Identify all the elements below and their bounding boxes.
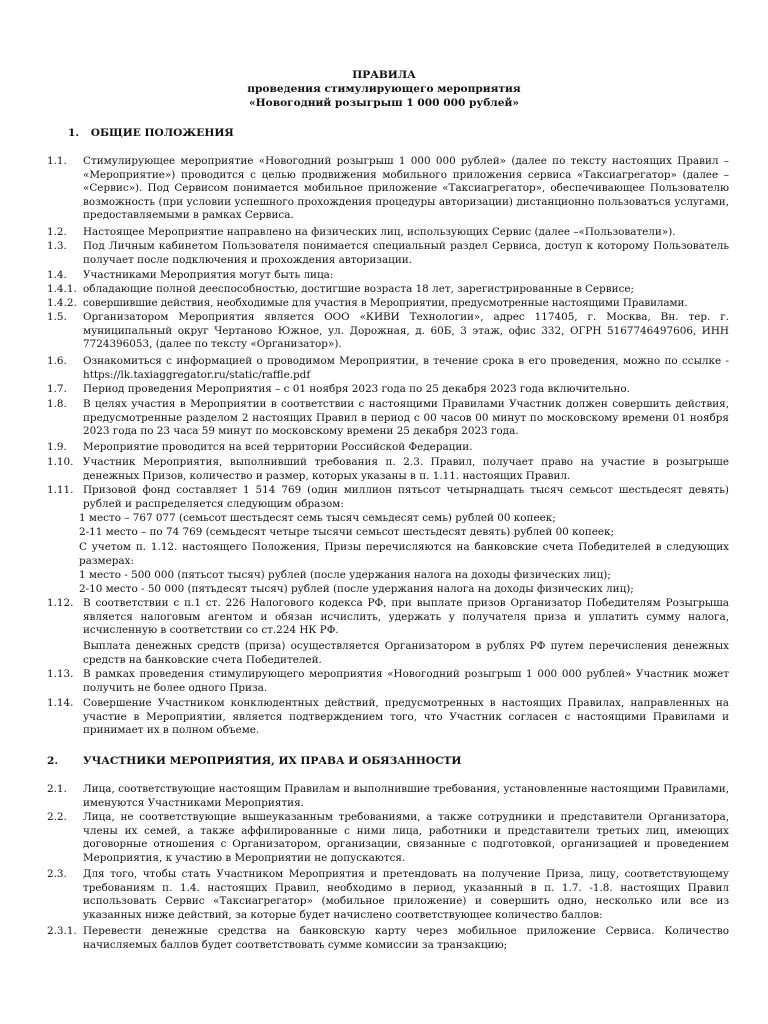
- clause-text: Стимулирующее мероприятие «Новогодний розыгрыш 1 000 000 рублей» (далее по тексту настоящих Правил – «Мероприятие») проводится с целью продвижения мобильного приложения сервиса «Таксиагрегатор» (далее – «Сервис»). Под Сервисом понимается мобильное приложение «Таксиагрегатор», обеспечивающее Пользователю возможность (при условии успешного прохождения процедуры авторизации) дистанционно пользоваться услугами, предоставляемыми в рамках Сервиса.: [83, 155, 729, 222]
- prize-first-place-net: 1 место - 500 000 (пятьсот тысяч) рублей (после удержания налога на доходы физических лиц);: [79, 569, 611, 581]
- prize-first-place: 1 место – 767 077 (семьсот шестьдесят семь тысяч семьдесят семь) рублей 00 копеек;: [79, 512, 556, 524]
- section-number: 1.: [68, 127, 80, 139]
- clause-text: совершившие действия, необходимые для участия в Мероприятии, предусмотренные настоящими Правилами.: [83, 297, 688, 309]
- clause-number: 2.3.: [47, 868, 67, 880]
- clause-text: Призовой фонд составляет 1 514 769 (один миллион пятьсот четырнадцать тысяч семьсот шестьдесят девять) рублей и распределяется следующим образом:: [83, 484, 729, 510]
- clause-text: В соответствии с п.1 ст. 226 Налогового кодекса РФ, при выплате призов Организатор Победителям Розыгрыша является налоговым агентом и обязан исчислить, удержать у получателя приза и уплатить сумму налога, исчисленную в соответствии со ст.224 НК РФ.: [83, 597, 729, 637]
- clause-number: 1.5.: [47, 311, 67, 323]
- clause-number: 1.9.: [47, 441, 67, 453]
- clause-number: 1.4.2.: [47, 297, 77, 309]
- clause-number: 1.10.: [47, 456, 74, 468]
- clause-text: Участник Мероприятия, выполнивший требования п. 2.3. Правил, получает право на участие в розыгрыше денежных Призов, количество и размер, которых указаны в п. 1.11. настоящих Правил.: [83, 456, 729, 482]
- document-title: [0, 68, 768, 110]
- prize-tax-note: С учетом п. 1.12. настоящего Положения, Призы перечисляются на банковские счета Победителей в следующих размерах:: [79, 541, 729, 567]
- clause-number: 1.14.: [47, 697, 74, 709]
- clause-number: 1.2.: [47, 226, 67, 238]
- title-line-rules: ПРАВИЛА: [352, 69, 416, 81]
- clause-text: Под Личным кабинетом Пользователя понимается специальный раздел Сервиса, доступ к которому Пользователь получает после подключения и прохождения авторизации.: [83, 240, 729, 266]
- payment-note: Выплата денежных средств (приза) осуществляется Организатором в рублях РФ путем перечисления денежных средств на банковские счета Победителей.: [83, 640, 729, 666]
- title-line-event-name: «Новогодний розыгрыш 1 000 000 рублей»: [249, 97, 519, 109]
- section-heading-2: [47, 754, 462, 768]
- clause-number: 1.4.1.: [47, 283, 77, 295]
- clause-text: Совершение Участником конклюдентных действий, предусмотренных в настоящих Правилах, направленных на участие в Мероприятии, является подтверждением того, что Участник согласен с настоящими Правилами и принимает их в полном объеме.: [83, 697, 729, 737]
- clause-text: Для того, чтобы стать Участником Мероприятия и претендовать на получение Приза, лицу, соответствующему требованиям п. 1.4. настоящих Правил, необходимо в период, указанный в п. 1.7. -1.8. настоящих Правил использовать Сервис «Таксиагрегатор» (мобильное приложение) и совершить одно, несколько или все из указанных ниже действий, за которые будет начислено соответствующее количество баллов:: [83, 868, 729, 921]
- section-title: ОБЩИЕ ПОЛОЖЕНИЯ: [90, 127, 234, 139]
- prize-places-2-11: 2-11 место – по 74 769 (семьдесят четыре тысячи семьсот шестьдесят девять) рублей 00 копеек;: [79, 526, 615, 538]
- clause-number: 1.12.: [47, 597, 74, 609]
- section-heading-1: [68, 126, 234, 140]
- clause-text: Лица, не соответствующие вышеуказанным требованиями, а также сотрудники и представители Организатора, члены их семей, а также аффилированные с ними лица, работники и представители третьих лиц, имеющих договорные отношения с Организатором, организации, связанные с подготовкой, организацией и проведением Мероприятия, к участию в Мероприятии не допускаются.: [83, 811, 729, 864]
- clause-number: 1.13.: [47, 668, 74, 680]
- clause-text: обладающие полной дееспособностью, достигшие возраста 18 лет, зарегистрированные в Сервисе;: [83, 283, 635, 295]
- clause-text: Настоящее Мероприятие направлено на физических лиц, использующих Сервис (далее –«Пользователи»).: [83, 226, 676, 238]
- clause-number: 1.8.: [47, 398, 67, 410]
- prize-places-2-10-net: 2-10 место - 50 000 (пятьдесят тысяч) рублей (после удержания налога на доходы физических лиц);: [79, 583, 634, 595]
- clause-number: 2.2.: [47, 811, 67, 823]
- clause-number: 2.3.1.: [47, 925, 77, 937]
- clause-number: 1.1.: [47, 155, 67, 167]
- clause-number: 1.7.: [47, 383, 67, 395]
- clause-number: 1.6.: [47, 355, 67, 367]
- clause-number: 1.4.: [47, 269, 67, 281]
- clause-text: Участниками Мероприятия могут быть лица:: [83, 269, 334, 281]
- clause-text: Период проведения Мероприятия – с 01 ноября 2023 года по 25 декабря 2023 года включительно.: [83, 383, 630, 395]
- section-title: УЧАСТНИКИ МЕРОПРИЯТИЯ, ИХ ПРАВА И ОБЯЗАННОСТИ: [83, 755, 462, 767]
- clause-text: Мероприятие проводится на всей территории Российской Федерации.: [83, 441, 473, 453]
- clause-text: В целях участия в Мероприятии в соответствии с настоящими Правилами Участник должен совершить действия, предусмотренные разделом 2 настоящих Правил в период с 00 часов 00 минут по московскому времени 01 ноября 2023 года по 23 часа 59 минут по московскому времени 25 декабря 2023 года.: [83, 398, 729, 438]
- clause-number: 2.1.: [47, 783, 67, 795]
- clause-text: В рамках проведения стимулирующего мероприятия «Новогодний розыгрыш 1 000 000 рублей» Участник может получить не более одного Приза.: [83, 668, 729, 694]
- clause-text: Ознакомиться с информацией о проводимом Мероприятии, в течение срока в его проведения, можно по ссылке - https://lk.taxiaggregator.ru/static/raffle.pdf: [83, 355, 729, 381]
- clause-number: 1.3.: [47, 240, 67, 252]
- clause-text: Перевести денежные средства на банковскую карту через мобильное приложение Сервиса. Количество начисляемых баллов будет соответствовать сумме комиссии за транзакцию;: [83, 925, 729, 951]
- clause-text: Лица, соответствующие настоящим Правилам и выполнившие требования, установленные настоящими Правилами, именуются Участниками Мероприятия.: [83, 783, 729, 809]
- clause-number: 1.11.: [47, 484, 74, 496]
- clause-text: Организатором Мероприятия является ООО «КИВИ Технологии», адрес 117405, г. Москва, Вн. тер. г. муниципальный округ Чертаново Южное, ул. Дорожная, д. 60Б, 3 этаж, офис 332, ОГРН 5167746497606, ИНН 7724396053, (далее по тексту «Организатор»).: [83, 311, 729, 351]
- title-line-subject: проведения стимулирующего мероприятия: [247, 83, 521, 95]
- section-number: 2.: [47, 755, 59, 767]
